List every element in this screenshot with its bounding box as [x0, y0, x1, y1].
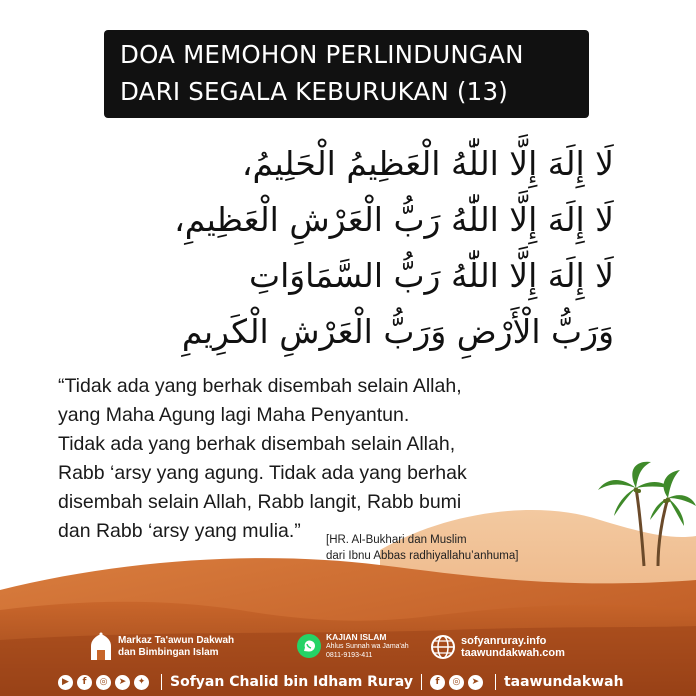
- hadith-source: [326, 532, 556, 564]
- kajian-line-3: 0811-9193-411: [326, 652, 373, 659]
- kajian-line-1: KAJIAN ISLAM: [326, 632, 387, 642]
- palm-trees: [596, 458, 696, 568]
- arabic-line-1: لَا إِلَهَ إِلَّا اللّٰهُ الْعَظِيمُ الْحَلِيمُ،: [241, 144, 614, 183]
- instagram-icon[interactable]: ◎: [96, 675, 111, 690]
- telegram-icon[interactable]: ➤: [468, 675, 483, 690]
- translation-line: Rabb ‘arsy yang agung. Tidak ada yang berhak: [58, 462, 467, 484]
- globe-icon: [430, 634, 456, 660]
- translation-text: [58, 372, 518, 546]
- youtube-icon[interactable]: ▶: [58, 675, 73, 690]
- translation-line: dan Rabb ‘arsy yang mulia.”: [58, 520, 301, 542]
- author-name: Sofyan Chalid bin Idham Ruray: [170, 674, 413, 690]
- facebook-icon[interactable]: f: [77, 675, 92, 690]
- markaz-logo: [88, 632, 234, 662]
- translation-line: disembah selain Allah, Rabb langit, Rabb bumi: [58, 491, 462, 513]
- websites-logo: [430, 634, 565, 660]
- kajian-line-2: Ahlus Sunnah wa Jama'ah: [326, 643, 409, 650]
- source-line-2: dari Ibnu Abbas radhiyallahu’anhuma]: [326, 550, 519, 562]
- title-line-1: DOA MEMOHON PERLINDUNGAN: [120, 40, 524, 69]
- title-line-2: DARI SEGALA KEBURUKAN (13): [120, 77, 509, 106]
- title-banner: [104, 30, 589, 118]
- arabic-line-4: وَرَبُّ الْأَرْضِ وَرَبُّ الْعَرْشِ الْكَرِيمِ: [181, 312, 614, 351]
- divider: [495, 674, 496, 690]
- divider: [421, 674, 422, 690]
- mosque-icon: [88, 632, 114, 662]
- translation-line: “Tidak ada yang berhak disembah selain Allah,: [58, 375, 462, 397]
- translation-line: Tidak ada yang berhak disembah selain Allah,: [58, 433, 456, 455]
- divider: [161, 674, 162, 690]
- website-1[interactable]: sofyanruray.info: [461, 635, 547, 647]
- translation-line: yang Maha Agung lagi Maha Penyantun.: [58, 404, 410, 426]
- instagram-icon[interactable]: ◎: [449, 675, 464, 690]
- footer-social-bar: [0, 668, 696, 696]
- twitter-icon[interactable]: ✦: [134, 675, 149, 690]
- markaz-line-2: dan Bimbingan Islam: [118, 647, 219, 658]
- arabic-line-3: لَا إِلَهَ إِلَّا اللّٰهُ رَبُّ السَّمَاوَاتِ: [249, 256, 614, 295]
- brand-name: taawundakwah: [503, 674, 624, 690]
- kajian-logo: [296, 632, 409, 660]
- arabic-line-2: لَا إِلَهَ إِلَّا اللّٰهُ رَبُّ الْعَرْشِ الْعَظِيمِ،: [174, 200, 614, 239]
- website-2[interactable]: taawundakwah.com: [461, 647, 565, 659]
- source-line-1: [HR. Al-Bukhari dan Muslim: [326, 534, 467, 546]
- whatsapp-icon: [296, 633, 322, 659]
- facebook-icon[interactable]: f: [430, 675, 445, 690]
- arabic-prayer: [54, 136, 614, 360]
- footer-logos: [0, 628, 696, 668]
- telegram-icon[interactable]: ➤: [115, 675, 130, 690]
- markaz-line-1: Markaz Ta'awun Dakwah: [118, 635, 235, 646]
